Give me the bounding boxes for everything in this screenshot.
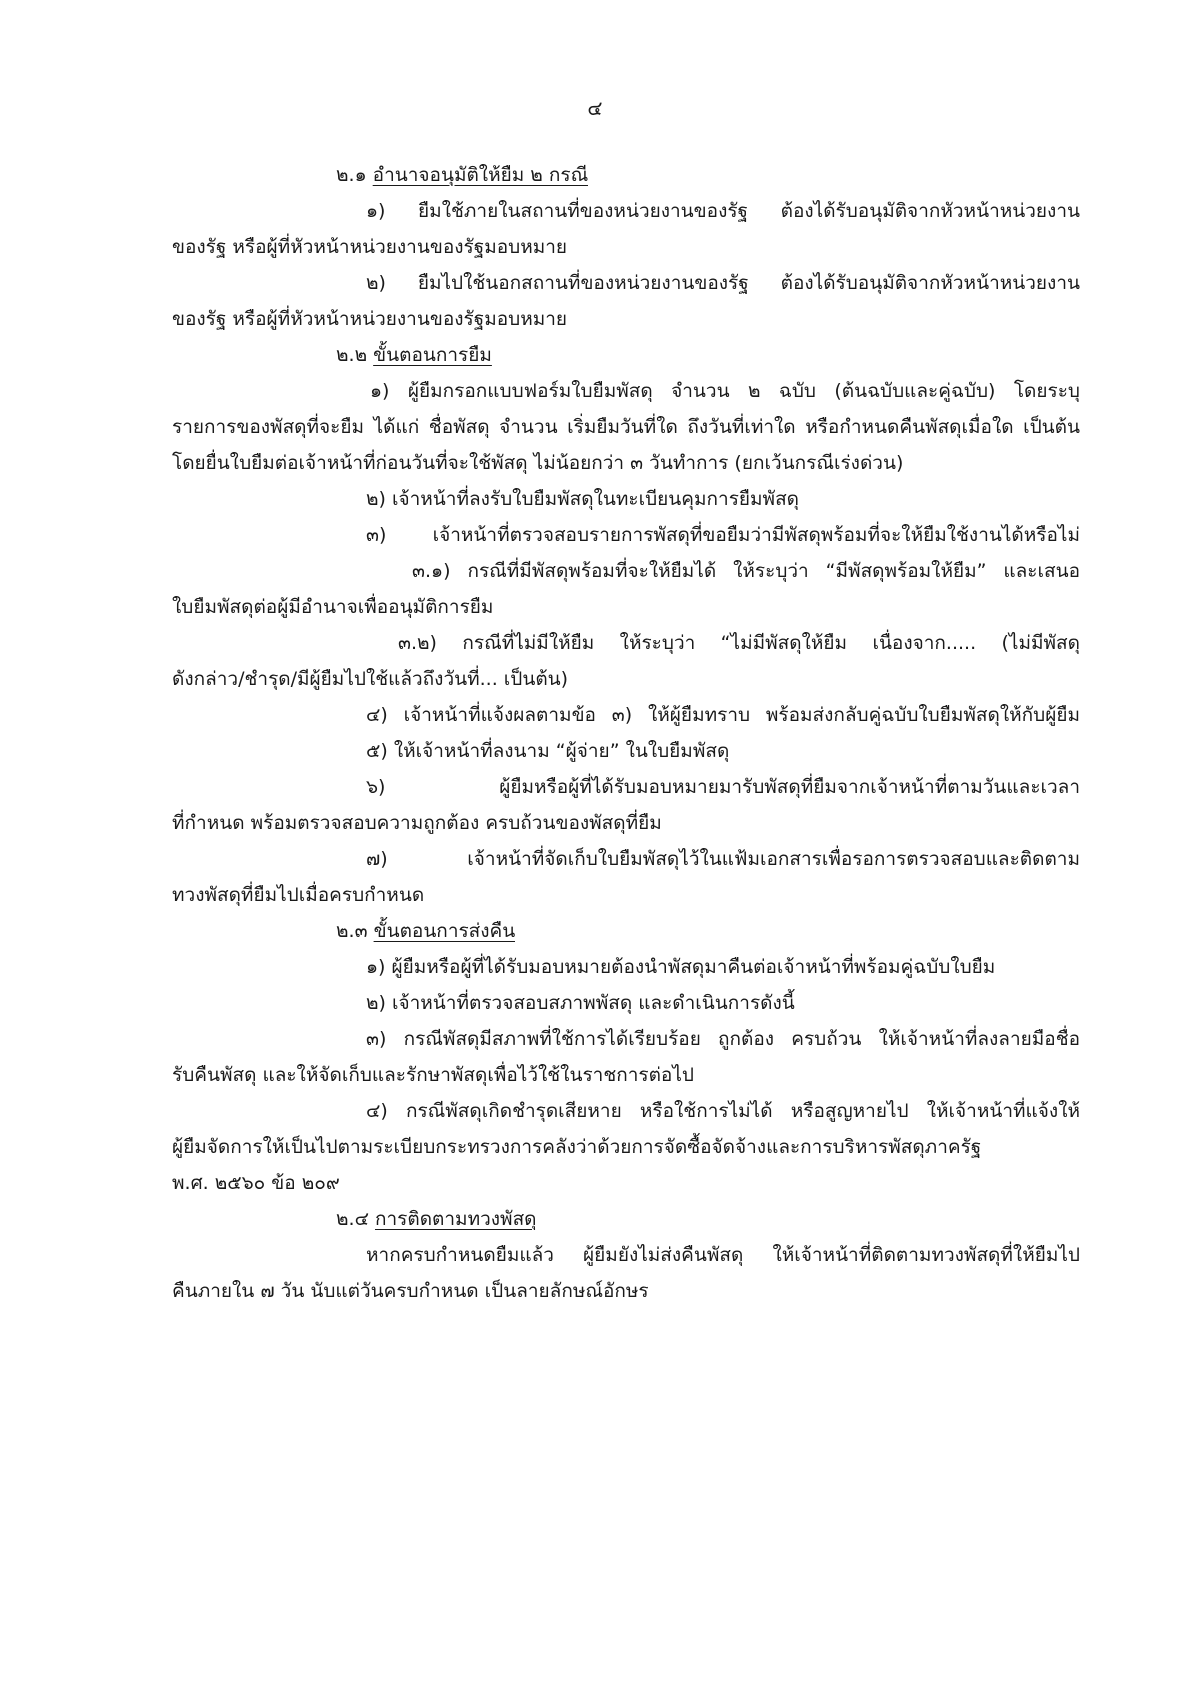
section-2-2-number: ๒.๒ [336, 344, 374, 366]
section-2-2-heading [336, 338, 492, 372]
s21-item1-line1: ๑) ยืมใช้ภายในสถานที่ของหน่วยงานของรัฐ ต้องได้รับอนุมัติจากหัวหน้าหน่วยงาน [366, 200, 1080, 222]
page-number: ๔ [587, 96, 603, 120]
s22-item3-1-line2: ใบยืมพัสดุต่อผู้มีอำนาจเพื่ออนุมัติการยืม [172, 596, 494, 618]
s22-item3-2-line1: ๓.๒) กรณีที่ไม่มีให้ยืม ให้ระบุว่า “ไม่มีพัสดุให้ยืม เนื่องจาก..... (ไม่มีพัสดุ [398, 632, 1080, 654]
s22-item3-2-line2: ดังกล่าว/ชำรุด/มีผู้ยืมไปใช้แล้วถึงวันที่... เป็นต้น) [172, 668, 569, 690]
s22-item2: ๒) เจ้าหน้าที่ลงรับใบยืมพัสดุในทะเบียนคุมการยืมพัสดุ [366, 488, 800, 510]
s22-item7-line2: ทวงพัสดุที่ยืมไปเมื่อครบกำหนด [172, 884, 425, 906]
s23-item3-line2: รับคืนพัสดุ และให้จัดเก็บและรักษาพัสดุเพื่อไว้ใช้ในราชการต่อไป [172, 1064, 694, 1086]
s22-item3: ๓) เจ้าหน้าที่ตรวจสอบรายการพัสดุที่ขอยืมว่ามีพัสดุพร้อมที่จะให้ยืมใช้งานได้หรือไม่ [366, 524, 1080, 546]
section-2-3-heading [336, 914, 515, 948]
s23-item2: ๒) เจ้าหน้าที่ตรวจสอบสภาพพัสดุ และดำเนินการดังนี้ [366, 992, 795, 1014]
section-2-4-heading [336, 1202, 537, 1236]
s24-para-line2: คืนภายใน ๗ วัน นับแต่วันครบกำหนด เป็นลายลักษณ์อักษร [172, 1280, 649, 1302]
s24-para-line1: หากครบกำหนดยืมแล้ว ผู้ยืมยังไม่ส่งคืนพัสดุ ให้เจ้าหน้าที่ติดตามทวงพัสดุที่ให้ยืมไป [366, 1244, 1080, 1266]
s22-item4: ๔) เจ้าหน้าที่แจ้งผลตามข้อ ๓) ให้ผู้ยืมทราบ พร้อมส่งกลับคู่ฉบับใบยืมพัสดุให้กับผู้ยืม [366, 704, 1080, 726]
s22-item1-line3: โดยยื่นใบยืมต่อเจ้าหน้าที่ก่อนวันที่จะใช้พัสดุ ไม่น้อยกว่า ๓ วันทำการ (ยกเว้นกรณีเร่งด่วน) [172, 452, 904, 474]
s21-item1-line2: ของรัฐ หรือผู้ที่หัวหน้าหน่วยงานของรัฐมอบหมาย [172, 236, 568, 258]
s22-item3-1-line1: ๓.๑) กรณีที่มีพัสดุพร้อมที่จะให้ยืมได้ ให้ระบุว่า “มีพัสดุพร้อมให้ยืม” และเสนอ [412, 560, 1080, 582]
section-2-3-title: ขั้นตอนการส่งคืน [373, 920, 516, 942]
s23-item1: ๑) ผู้ยืมหรือผู้ที่ได้รับมอบหมายต้องนำพัสดุมาคืนต่อเจ้าหน้าที่พร้อมคู่ฉบับใบยืม [366, 956, 996, 978]
section-2-4-number: ๒.๔ [336, 1208, 375, 1230]
s22-item6-line2: ที่กำหนด พร้อมตรวจสอบความถูกต้อง ครบถ้วนของพัสดุที่ยืม [172, 812, 662, 834]
s22-item5: ๕) ให้เจ้าหน้าที่ลงนาม “ผู้จ่าย” ในใบยืมพัสดุ [366, 740, 730, 762]
section-2-3-number: ๒.๓ [336, 920, 374, 942]
section-2-1-number: ๒.๑ [336, 164, 373, 186]
section-2-1-heading [336, 158, 588, 192]
s21-item2-line1: ๒) ยืมไปใช้นอกสถานที่ของหน่วยงานของรัฐ ต้องได้รับอนุมัติจากหัวหน้าหน่วยงาน [366, 272, 1080, 294]
s23-item4-line1: ๔) กรณีพัสดุเกิดชำรุดเสียหาย หรือใช้การไม่ได้ หรือสูญหายไป ให้เจ้าหน้าที่แจ้งให้ [366, 1100, 1080, 1122]
s21-item2-line2: ของรัฐ หรือผู้ที่หัวหน้าหน่วยงานของรัฐมอบหมาย [172, 308, 568, 330]
s22-item6-line1: ๖) ผู้ยืมหรือผู้ที่ได้รับมอบหมายมารับพัสดุที่ยืมจากเจ้าหน้าที่ตามวันและเวลา [366, 776, 1080, 798]
s23-item4-line2: ผู้ยืมจัดการให้เป็นไปตามระเบียบกระทรวงการคลังว่าด้วยการจัดซื้อจัดจ้างและการบริหารพัสดุภาครัฐ [172, 1136, 982, 1158]
section-2-1-title: อำนาจอนุมัติให้ยืม ๒ กรณี [372, 164, 589, 186]
s23-item3-line1: ๓) กรณีพัสดุมีสภาพที่ใช้การได้เรียบร้อย ถูกต้อง ครบถ้วน ให้เจ้าหน้าที่ลงลายมือชื่อ [366, 1028, 1080, 1050]
section-2-4-title: การติดตามทวงพัสดุ [374, 1208, 537, 1230]
s22-item7-line1: ๗) เจ้าหน้าที่จัดเก็บใบยืมพัสดุไว้ในแฟ้มเอกสารเพื่อรอการตรวจสอบและติดตาม [366, 848, 1080, 870]
section-2-2-title: ขั้นตอนการยืม [373, 344, 492, 366]
s22-item1-line1: ๑) ผู้ยืมกรอกแบบฟอร์มใบยืมพัสดุ จำนวน ๒ ฉบับ (ต้นฉบับและคู่ฉบับ) โดยระบุ [370, 380, 1080, 402]
s22-item1-line2: รายการของพัสดุที่จะยืม ได้แก่ ชื่อพัสดุ จำนวน เริ่มยืมวันที่ใด ถึงวันที่เท่าใด หรือกำหนดคืนพัสดุเมื่อใด เป็นต้น [172, 416, 1080, 438]
s23-item4-line3: พ.ศ. ๒๕๖๐ ข้อ ๒๐๙ [172, 1172, 340, 1194]
